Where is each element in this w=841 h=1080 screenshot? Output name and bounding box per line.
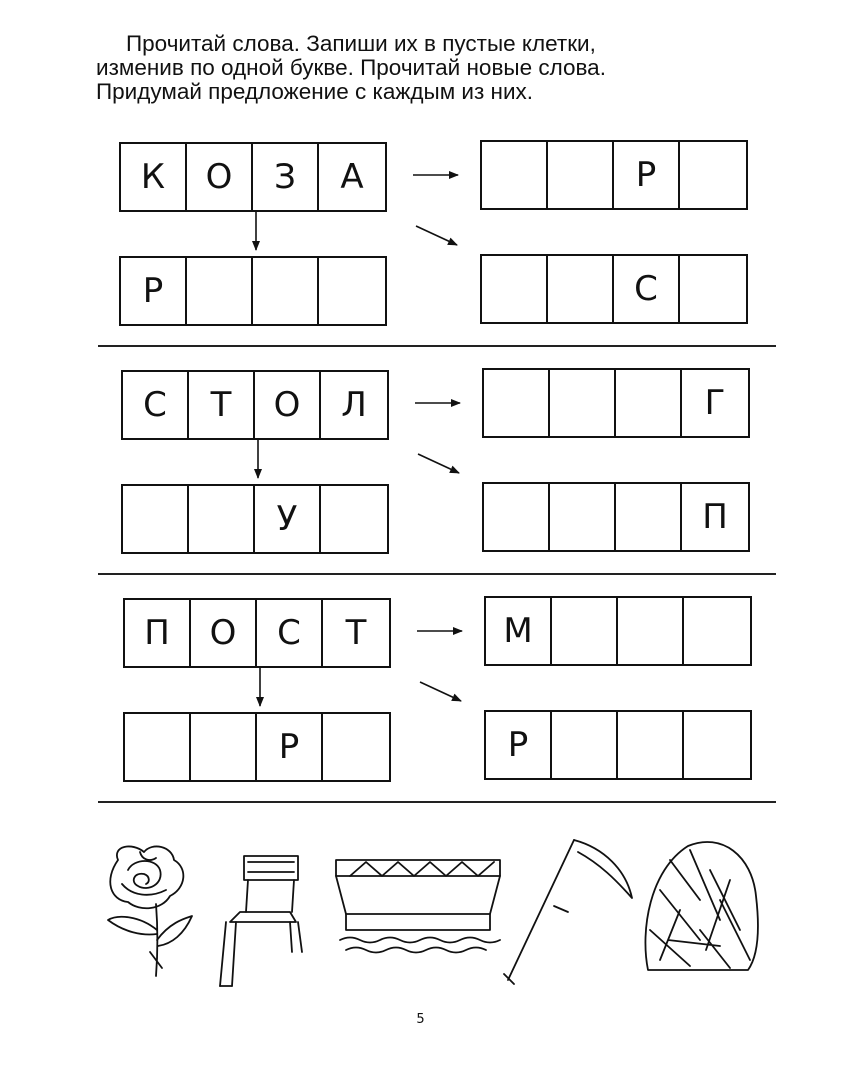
answer-cell[interactable]: У bbox=[255, 486, 321, 552]
scythe-icon bbox=[504, 840, 632, 984]
letter-cell: З bbox=[253, 144, 319, 210]
bridge-icon bbox=[336, 860, 500, 953]
letter-cell: Л bbox=[341, 385, 367, 425]
answer-cell[interactable]: Р bbox=[486, 712, 552, 778]
rose-icon bbox=[108, 846, 192, 976]
answer-cell[interactable]: Р bbox=[257, 714, 323, 780]
instruction-line-2: изменив по одной букве. Прочитай новые слова. bbox=[96, 55, 606, 80]
chair-icon bbox=[220, 856, 302, 986]
instruction-line-3: Придумай предложение с каждым из них. bbox=[96, 79, 534, 104]
page-number: 5 bbox=[416, 1012, 425, 1027]
arrow-diagonal-icon bbox=[418, 454, 459, 473]
letter-cell: Т bbox=[345, 613, 367, 653]
answer-cell[interactable]: Г bbox=[704, 383, 726, 423]
letter-cell: К bbox=[121, 144, 187, 210]
answer-cell[interactable]: Р bbox=[614, 142, 680, 208]
instruction-line-1: Прочитай слова. Запиши их в пустые клетки, bbox=[126, 31, 596, 56]
answer-cell[interactable]: М bbox=[486, 598, 552, 664]
arrow-diagonal-icon bbox=[416, 226, 457, 245]
letter-cell: П bbox=[125, 600, 191, 666]
letter-cell: О bbox=[255, 372, 321, 438]
haystack-icon bbox=[645, 842, 757, 970]
answer-cell[interactable]: С bbox=[614, 256, 680, 322]
arrow-diagonal-icon bbox=[420, 682, 461, 701]
answer-cell[interactable]: Р bbox=[121, 258, 187, 324]
letter-cell: Т bbox=[189, 372, 255, 438]
letter-cell: С bbox=[123, 372, 189, 438]
letter-cell: А bbox=[340, 157, 364, 197]
letter-cell: О bbox=[187, 144, 253, 210]
letter-cell: О bbox=[191, 600, 257, 666]
letter-cell: С bbox=[257, 600, 323, 666]
answer-cell[interactable]: П bbox=[702, 497, 728, 537]
